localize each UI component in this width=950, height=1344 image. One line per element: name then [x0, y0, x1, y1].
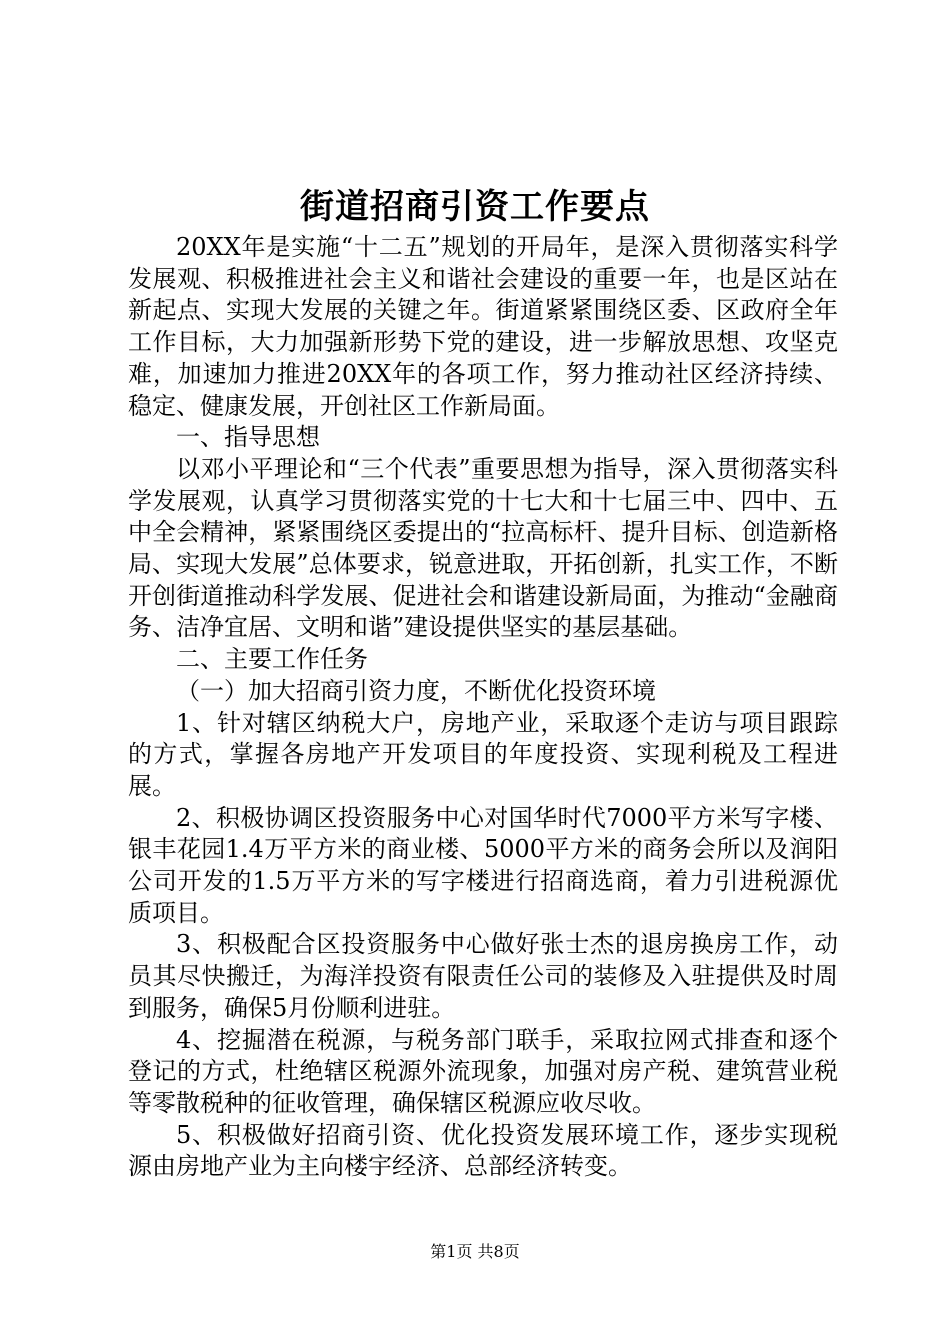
document-title: 街道招商引资工作要点 — [300, 187, 650, 227]
list-item-1: 1、针对辖区纳税大户，房地产业，采取逐个走访与项目跟踪的方式，掌握各房地产开发项目的年度投资、实现利税及工程进展。 — [128, 708, 838, 800]
list-item-2: 2、积极协调区投资服务中心对国华时代7000平方米写字楼、银丰花园1.4万平方米的商业楼、5000平方米的商务会所以及润阳公司开发的1.5万平方米的写字楼进行招商选商，着力引进税源优质项目。 — [128, 803, 838, 927]
subsection-heading-investment: （一）加大招商引资力度，不断优化投资环境 — [176, 676, 656, 705]
list-item-4: 4、挖掘潜在税源，与税务部门联手，采取拉网式排查和逐个登记的方式，杜绝辖区税源外流现象，加强对房产税、建筑营业税等零散税种的征收管理，确保辖区税源应收尽收。 — [128, 1025, 838, 1117]
section-heading-main-tasks: 二、主要工作任务 — [176, 645, 368, 674]
paragraph-intro: 20XX年是实施“十二五”规划的开局年，是深入贯彻落实科学发展观、积极推进社会主义和谐社会建设的重要一年，也是区站在新起点、实现大发展的关键之年。街道紧紧围绕区委、区政府全年工作目标，大力加强新形势下党的建设，进一步解放思想、攻坚克难，加速加力推进20XX年的各项工作，努力推动社区经济持续、稳定、健康发展，开创社区工作新局面。 — [128, 233, 838, 420]
list-item-5: 5、积极做好招商引资、优化投资发展环境工作，逐步实现税源由房地产业为主向楼宇经济、总部经济转变。 — [128, 1120, 838, 1181]
section-heading-guiding-ideology: 一、指导思想 — [176, 423, 320, 452]
paragraph-guiding-ideology: 以邓小平理论和“三个代表”重要思想为指导，深入贯彻落实科学发展观，认真学习贯彻落实党的十七大和十七届三中、四中、五中全会精神，紧紧围绕区委提出的“拉高标杆、提升目标、创造新格局、实现大发展”总体要求，锐意进取，开拓创新，扎实工作，不断开创街道推动科学发展、促进社会和谐建设新局面，为推动“金融商务、洁净宜居、文明和谐”建设提供坚实的基层基础。 — [128, 454, 838, 642]
page-number-footer: 第1页 共8页 — [430, 1242, 520, 1261]
document-body — [128, 232, 838, 1183]
list-item-3: 3、积极配合区投资服务中心做好张士杰的退房换房工作，动员其尽快搬迁，为海洋投资有限责任公司的装修及入驻提供及时周到服务，确保5月份顺利进驻。 — [128, 930, 838, 1022]
